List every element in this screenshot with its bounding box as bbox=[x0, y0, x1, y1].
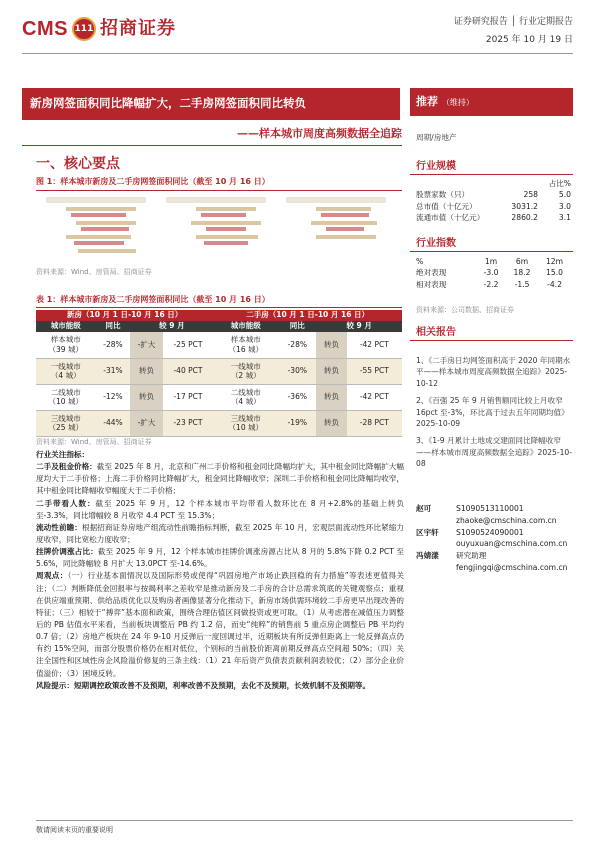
vs-cell: -42 PCT bbox=[347, 332, 402, 358]
scale-row: 股票家数（只） 258 5.0 bbox=[416, 190, 571, 200]
header-second-home: 二手房（10 月 1 日-10 月 16 日） bbox=[213, 310, 402, 321]
vs-cell: -42 PCT bbox=[347, 384, 402, 410]
index-source: 资料来源：公司数据、招商证券 bbox=[416, 306, 514, 314]
figure-chart bbox=[36, 193, 402, 263]
para-listing: 截至 2025 年 9 月，12 个样本城市挂牌价调涨房源占比从 8 月的 5.8%下降 0.2 PCT 至 5.6%，同比降幅较 8 月扩大 13.0PCT 至-14.6%。 bbox=[36, 547, 405, 569]
body-text bbox=[36, 449, 404, 692]
subtitle-divider bbox=[22, 145, 402, 146]
yoy-cell: -28% bbox=[96, 332, 131, 358]
trend-tag: 转负 bbox=[316, 358, 346, 384]
yoy-cell: -28% bbox=[278, 332, 316, 358]
footer-note: 敬请阅读末页的重要说明 bbox=[36, 826, 113, 834]
trend-tag: 转负 bbox=[130, 358, 162, 384]
trend-tag: 转负 bbox=[316, 384, 346, 410]
header-new-home: 新房（10 月 1 日-10 月 16 日） bbox=[36, 310, 213, 321]
rating-label: 推荐 bbox=[416, 95, 438, 108]
vs-cell: -40 PCT bbox=[163, 358, 214, 384]
col-vs: 较 9 月 bbox=[130, 321, 213, 332]
section-title: 一、核心要点 bbox=[36, 156, 120, 172]
chart-panel-right bbox=[286, 197, 386, 239]
analyst-email[interactable]: fengjingqi@cmschina.com.cn bbox=[456, 562, 568, 572]
analyst-email[interactable]: zhaoke@cmschina.com.cn bbox=[456, 515, 557, 525]
report-date: 2025 年 10 月 19 日 bbox=[485, 35, 573, 45]
report-subtitle: ——样本城市周度高频数据全追踪 bbox=[237, 127, 402, 140]
yoy-cell: -36% bbox=[278, 384, 316, 410]
col-city: 城市能级 bbox=[36, 321, 96, 332]
scale-divider bbox=[410, 174, 573, 175]
report-title: 新房网签面积同比降幅扩大，二手房网签面积同比转负 bbox=[30, 96, 306, 110]
trend-tag: -扩大 bbox=[130, 332, 162, 358]
figure-title: 图 1：样本城市新房及二手房网签面积同比（截至 10 月 16 日） bbox=[36, 177, 270, 186]
col-yoy: 同比 bbox=[278, 321, 316, 332]
vs-cell: -23 PCT bbox=[163, 410, 214, 436]
logo-text-cn: 招商证券 bbox=[99, 17, 176, 39]
footer-divider bbox=[36, 820, 573, 821]
report-type: 证券研究报告 │ 行业定期报告 bbox=[453, 17, 573, 27]
table-row bbox=[36, 410, 402, 436]
table-row bbox=[36, 332, 402, 358]
label-liquidity: 流动性前瞻： bbox=[36, 522, 82, 532]
analyst-row: 区宇轩 S1090524090001 bbox=[416, 527, 524, 537]
label-price-rent: 二手及租金价格： bbox=[36, 462, 97, 472]
figure-source: 资料来源：Wind、房管局、招商证券 bbox=[36, 268, 152, 276]
table-row bbox=[36, 384, 402, 410]
trend-tag: 转负 bbox=[130, 384, 162, 410]
rating-sub: （维持） bbox=[441, 98, 474, 107]
analyst-row: 赵可 S1090513110001 bbox=[416, 504, 524, 513]
yoy-cell: -31% bbox=[96, 358, 131, 384]
city-cell: 一线城市 （2 城） bbox=[213, 358, 278, 384]
figure-divider bbox=[36, 190, 402, 191]
city-cell: 样本城市 （39 城） bbox=[36, 332, 96, 358]
col-city: 城市能级 bbox=[213, 321, 278, 332]
trend-tag: 转负 bbox=[316, 332, 346, 358]
para-liquidity: 根据招商证券房地产组流动性前瞻指标判断，截至 2025 年 10 月，宏观层面流动性环比紧缩力度收窄，同比宽松力度收窄； bbox=[36, 522, 405, 544]
yoy-cell: -30% bbox=[278, 358, 316, 384]
rating bbox=[416, 95, 474, 110]
label-indicators: 行业关注指标： bbox=[36, 450, 90, 459]
chart-panel-left bbox=[46, 197, 146, 253]
scale-table bbox=[416, 178, 571, 224]
industry-tag: 周期/房地产 bbox=[416, 133, 457, 142]
table-yoy bbox=[36, 310, 402, 437]
para-weekly-view: （一）行业基本面情况以及国际形势或使得“巩固房地产市场止跌回稳的有力措施”等表述更值得关注；（二）判断降低金回报率与按揭利率之差收窄是推动新房及二手房的合计总需求筑底的关键观察点；重视在供应端重预期、供给品质优化以及购房者画像显著分化推动下，新房市场供需环境较二手房更早出现改善的特征；（三）相较于“搏弈”基本面和政策，围绕合理估值区间做投资或更可取。（1）从考虑潜在减值压力调整后的 PB 估值水平来看，当前板块调整后 PB 约 1.2 倍，而史“纯粹”的销售前 5 重点房企调整后 PB 平均约 0.7 倍；（2）房地产板块在 24 年 9-10 月反弹后一度回调过半，近期板块有所反弹但距离上一轮反弹高点仍有约 15%空间，而部分股票价格仍在相对低位，个别标的当前股价距离前期反弹高点空间超 50%；（四）关注全国性和区域性房企风险溢价修复的三条主线：（1）21 年后资产负债表贡献利润表较优；（2）部分企业价值溢价；（3）困境反转。 bbox=[36, 571, 404, 678]
related-item[interactable]: 3、《1-9 月累计土地成交建面同比降幅收窄——样本城市周度高频数据全追踪》2025-10-08 bbox=[416, 436, 572, 469]
col-vs: 较 9 月 bbox=[316, 321, 402, 332]
cms-logo bbox=[22, 12, 176, 46]
scale-row: 流通市值（十亿元） 2860.2 3.1 bbox=[416, 213, 571, 223]
table-row bbox=[36, 358, 402, 384]
para-viewings: 截至 2025 年 9 月，12 个样本城市平均带看人数环比在 8 月+2.8%的基础上转负至-3.3%，同比增幅较 8 月收窄 4.4 PCT 至 15.3%； bbox=[36, 498, 405, 520]
scale-pct-header: 占比% bbox=[548, 178, 571, 188]
analyst-email[interactable]: ouyuxuan@cmschina.com.cn bbox=[456, 539, 568, 549]
index-divider bbox=[410, 251, 573, 252]
para-risk: 短期调控政策改善不及预期，利率改善不及预期，去化不及预期，长效机制不及预期等。 bbox=[73, 680, 371, 690]
city-cell: 三线城市 （25 城） bbox=[36, 410, 96, 436]
table-divider bbox=[36, 307, 402, 308]
related-item[interactable]: 2、《百强 25 年 9 月销售额同比较上月收窄 16pct 至-3%，环比高于过去五年同期均值》2025-10-09 bbox=[416, 396, 569, 428]
vs-cell: -17 PCT bbox=[163, 384, 214, 410]
label-listing: 挂牌价调涨占比： bbox=[36, 547, 98, 557]
related-divider bbox=[410, 340, 573, 341]
city-cell: 三线城市 （10 城） bbox=[213, 410, 278, 436]
trend-tag: -扩大 bbox=[130, 410, 162, 436]
yoy-cell: -44% bbox=[96, 410, 131, 436]
label-weekly-view: 周观点： bbox=[36, 571, 68, 581]
index-title: 行业指数 bbox=[416, 238, 456, 249]
scale-row: 总市值（十亿元） 3031.2 3.0 bbox=[416, 201, 571, 211]
city-cell: 样本城市 （16 城） bbox=[213, 332, 278, 358]
related-title: 相关报告 bbox=[416, 327, 456, 338]
index-table bbox=[416, 256, 571, 291]
para-price-rent: 截至 2025 年 8 月，北京和广州二手价格和租金同比降幅均扩大，其中租金同比降幅扩大幅度均大于二手价格；上海二手价格同比降幅扩大，租金同比降幅收窄；深圳二手价格和租金同比降幅均收窄，其中租金同比降幅收窄幅度大于二手价格； bbox=[36, 462, 405, 496]
vs-cell: -25 PCT bbox=[163, 332, 214, 358]
analyst-row: 冯婧漾 研究助理 bbox=[416, 551, 487, 561]
label-risk: 风险提示： bbox=[36, 680, 74, 690]
table-source: 资料来源：Wind、房管局、招商证券 bbox=[36, 438, 152, 446]
vs-cell: -55 PCT bbox=[347, 358, 402, 384]
index-header: % 1m 6m 12m bbox=[416, 256, 564, 266]
related-list bbox=[416, 355, 573, 476]
index-row: 绝对表现 -3.0 18.2 15.0 bbox=[416, 268, 563, 278]
city-cell: 二线城市 （4 城） bbox=[213, 384, 278, 410]
yoy-cell: -19% bbox=[278, 410, 316, 436]
trend-tag: 转负 bbox=[316, 410, 346, 436]
vs-cell: -28 PCT bbox=[347, 410, 402, 436]
related-item[interactable]: 1、《二手房日均网签面积高于 2020 年同期水平——样本城市周度高频数据全追踪》2025-10-12 bbox=[416, 356, 571, 388]
col-yoy: 同比 bbox=[96, 321, 131, 332]
logo-badge: 111 bbox=[72, 17, 96, 41]
city-cell: 一线城市 （4 城） bbox=[36, 358, 96, 384]
header-divider bbox=[22, 53, 573, 54]
chart-panel-mid bbox=[166, 197, 266, 245]
yoy-cell: -12% bbox=[96, 384, 131, 410]
scale-title: 行业规模 bbox=[416, 161, 456, 172]
analyst-block bbox=[416, 503, 573, 574]
table-title: 表 1：样本城市新房及二手房网签面积同比（截至 10 月 16 日） bbox=[36, 295, 270, 304]
index-row: 相对表现 -2.2 -1.5 -4.2 bbox=[416, 279, 562, 289]
label-viewings: 二手带看人数： bbox=[36, 498, 96, 508]
city-cell: 二线城市 （10 城） bbox=[36, 384, 96, 410]
logo-text-en: CMS bbox=[22, 17, 68, 40]
